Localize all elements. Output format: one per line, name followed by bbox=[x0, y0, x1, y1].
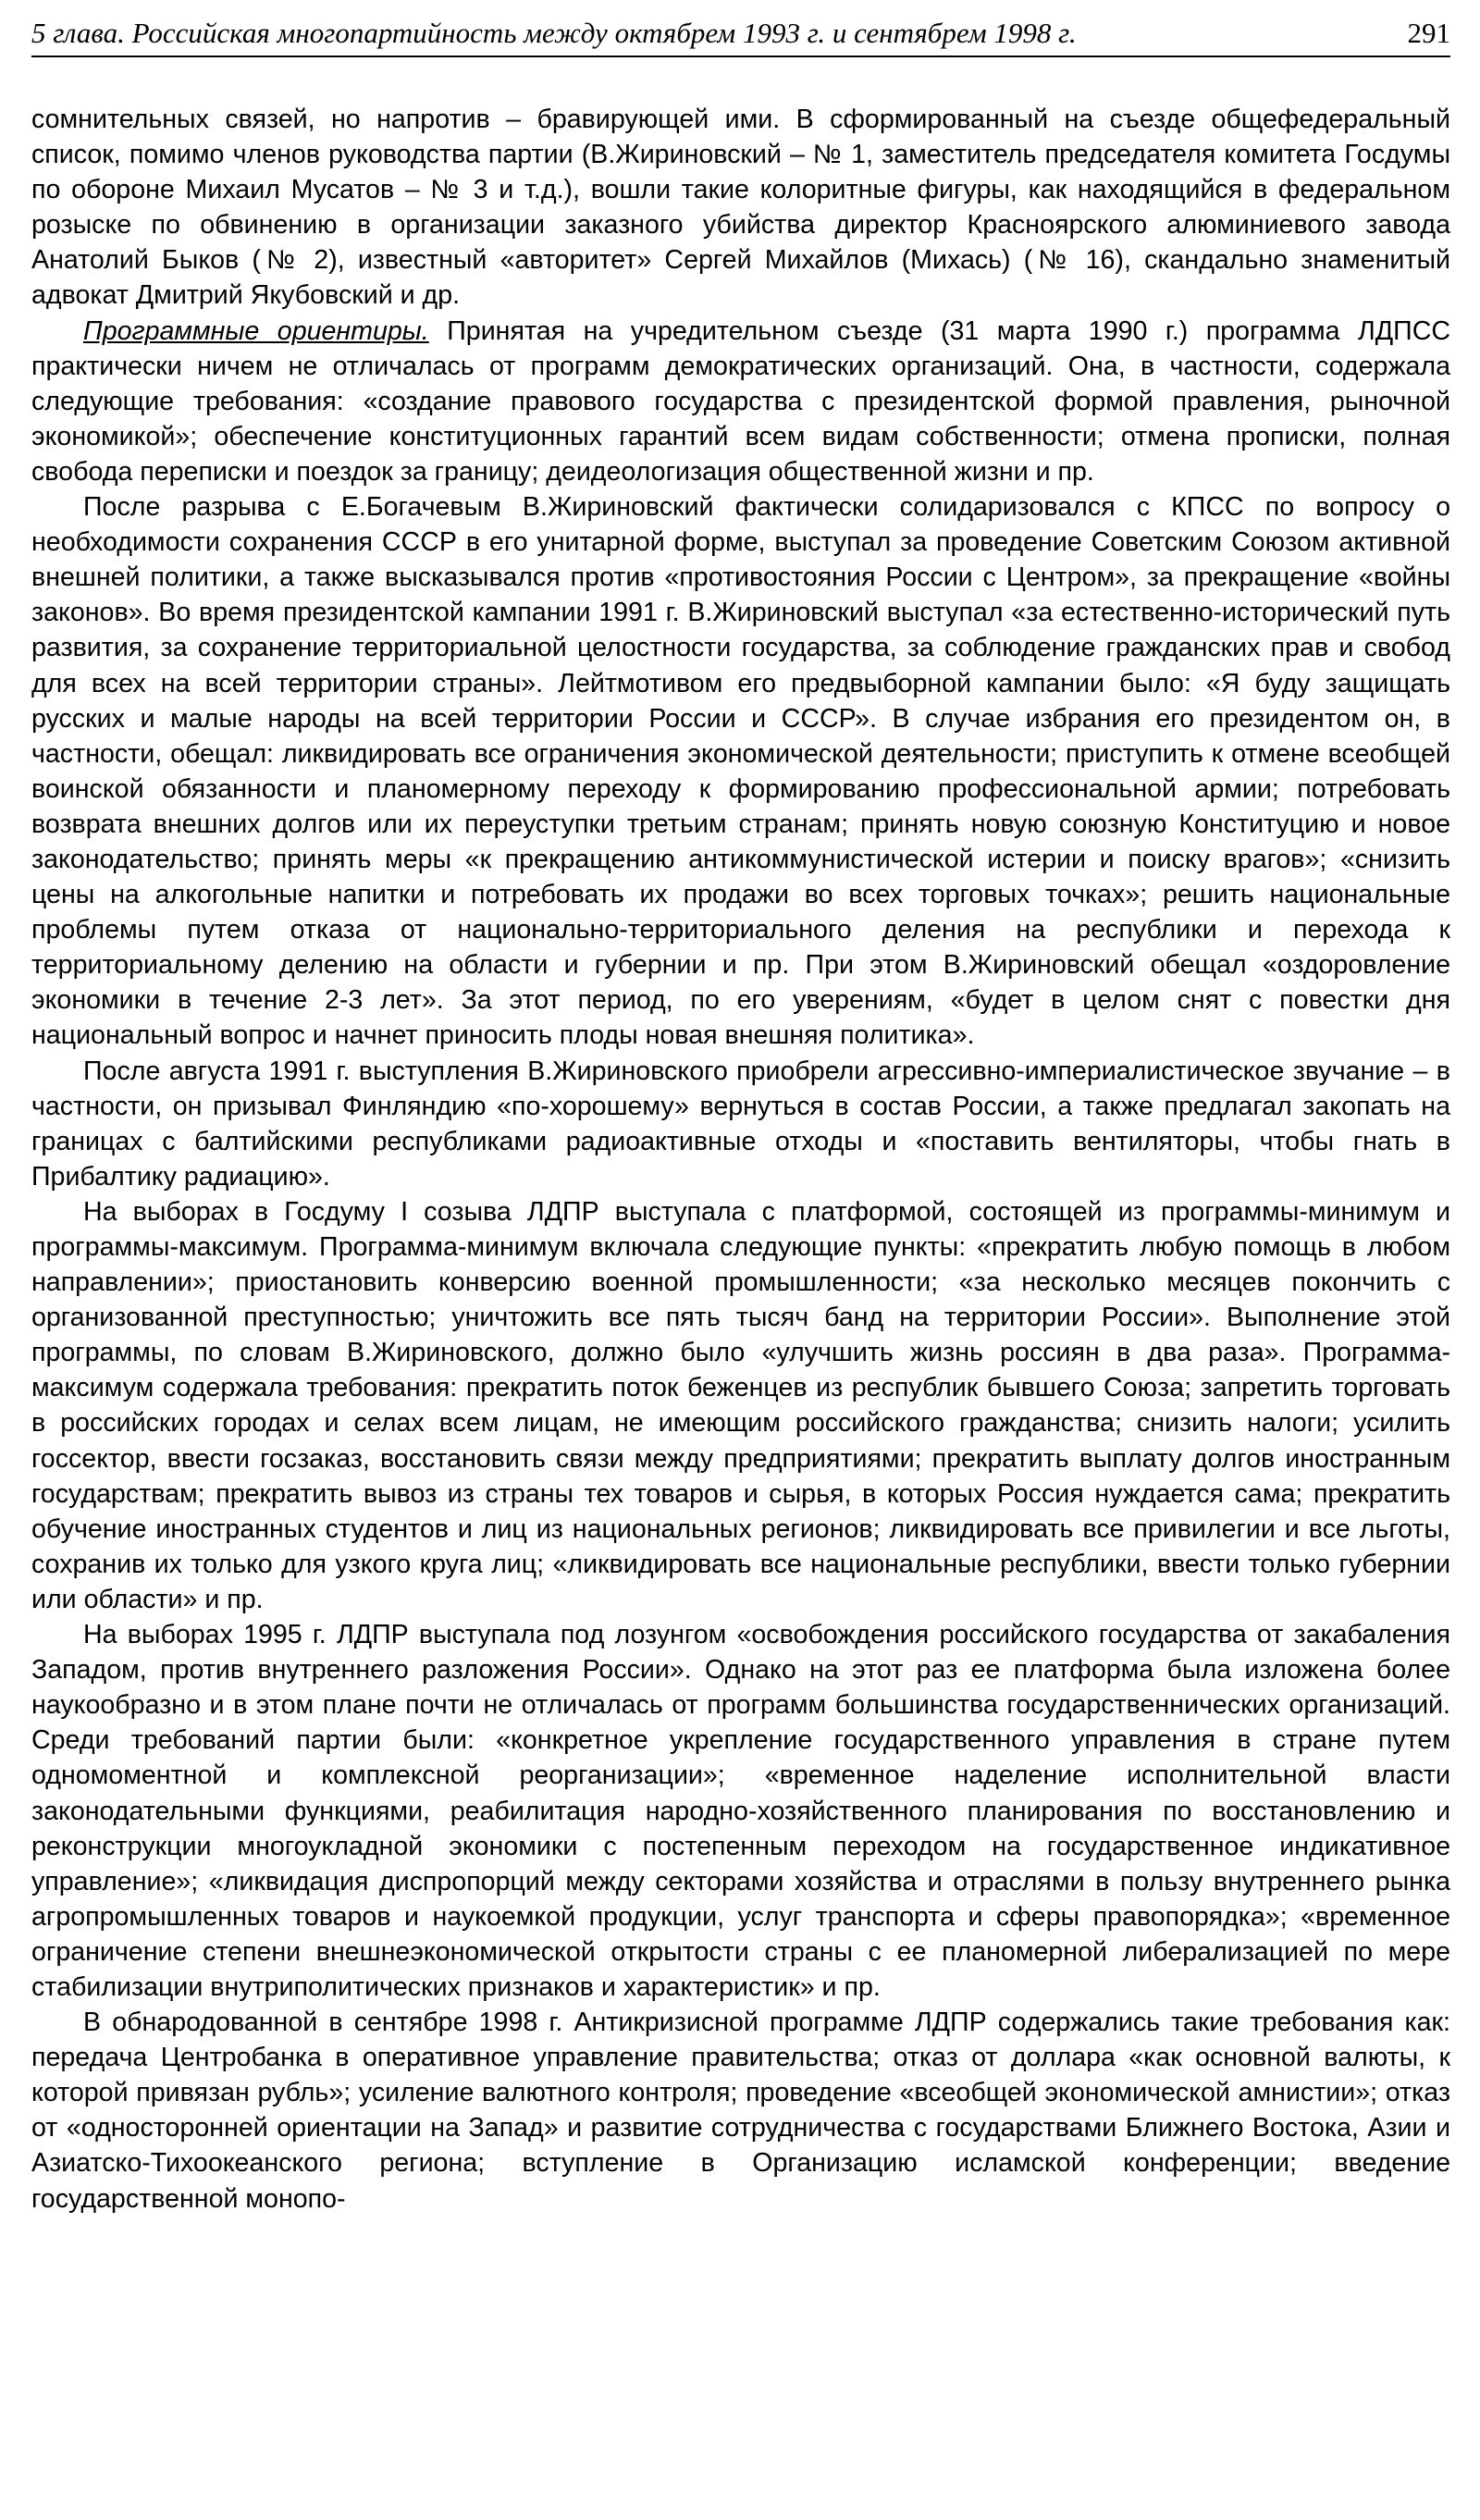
paragraph bbox=[31, 1617, 1450, 2005]
section-lead-in: Программные ориентиры. bbox=[83, 315, 429, 346]
page-number: 291 bbox=[1407, 17, 1450, 49]
paragraph-text: На выборах в Госдуму I созыва ЛДПР выступала с платформой, состоящей из программы-минимум и программы-максимум. Программа-минимум включала следующие пункты: «прекратить любую помощь в любом направлении»; приостановить конверсию военной промышленности; «за несколько месяцев покончить с организованной преступностью; уничтожить все пять тысяч банд на территории России». Выполнение этой программы, по словам В.Жириновского, должно было «улучшить жизнь россиян в два раза». Программа-максимум содержала требования: прекратить поток беженцев из республик бывшего Союза; запретить торговать в российских городах и селах всем лицам, не имеющим российского гражданства; снизить налоги; усилить госсектор, ввести госзаказ, восстановить связи между предприятиями; прекратить выплату долгов иностранным государствам; прекратить вывоз из страны тех товаров и сырья, в которых Россия нуждается сама; прекратить обучение иностранных студентов и лиц из национальных регионов; ликвидировать все привилегии и все льготы, сохранив их только для узкого круга лиц; «ликвидировать все национальные республики, ввести только губернии или области» и пр. bbox=[31, 1196, 1450, 1614]
chapter-title: 5 глава. Российская многопартийность между октябрем 1993 г. и сентябрем 1998 г. bbox=[31, 17, 1077, 49]
paragraph bbox=[31, 102, 1450, 314]
paragraph-text: сомнительных связей, но напротив – бравирующей ими. В сформированный на съезде общефедеральный список, помимо членов руководства партии (В.Жириновский – № 1, заместитель председателя комитета Госдумы по обороне Михаил Мусатов – № 3 и т.д.), вошли такие колоритные фигуры, как находящийся в федеральном розыске по обвинению в организации заказного убийства директор Красноярского алюминиевого завода Анатолий Быков (№ 2), известный «авторитет» Сергей Михайлов (Михась) (№ 16), скандально знаменитый адвокат Дмитрий Якубовский и др. bbox=[31, 105, 1450, 311]
paragraph bbox=[31, 1054, 1450, 1194]
paragraph-text: Принятая на учредительном съезде (31 марта 1990 г.) программа ЛДПСС практически ничем не отличалась от программ демократических организаций. Она, в частности, содержала следующие требования: «создание правового государства с президентской формой правления, рыночной экономикой»; обеспечение конституционных гарантий всем видам собственности; отмена прописки, полная свобода переписки и поездок за границу; деидеологизация общественной жизни и пр. bbox=[31, 315, 1450, 487]
paragraph-text: В обнародованной в сентябре 1998 г. Антикризисной программе ЛДПР содержались такие требования как: передача Центробанка в оперативное управление правительства; отказ от доллара «как основной валюты, к которой привязан рубль»; усиление валютного контроля; проведение «всеобщей экономической амнистии»; отказ от «односторонней ориентации на Запад» и развитие сотрудничества с государствами Ближнего Востока, Азии и Азиатско-Тихоокеанского региона; вступление в Организацию исламской конференции; введение государственной монопо- bbox=[31, 2007, 1450, 2214]
paragraph-text: После августа 1991 г. выступления В.Жириновского приобрели агрессивно-империалистическое звучание – в частности, он призывал Финляндию «по-хорошему» вернуться в состав России, а также предлагал закопать на границах с балтийскими республиками радиоактивные отходы и «поставить вентиляторы, чтобы гнать в Прибалтику радиацию». bbox=[31, 1056, 1450, 1192]
paragraph bbox=[31, 1194, 1450, 1617]
paragraph-text: На выборах 1995 г. ЛДПР выступала под лозунгом «освобождения российского государства от закабаления Западом, против внутреннего разложения России». Однако на этот раз ее платформа была изложена более наукообразно и в этом плане почти не отличалась от программ большинства государственнических организаций. Среди требований партии были: «конкретное укрепление государственного управления в стране путем одномоментной и комплексной реорганизации»; «временное наделение исполнительной власти законодательными функциями, реабилитация народно-хозяйственного планирования по восстановлению и реконструкции многоукладной экономики с постепенным переходом на государственное индикативное управление»; «ликвидация диспропорций между секторами хозяйства и отраслями в пользу внутреннего рынка агропромышленных товаров и наукоемкой продукции, услуг транспорта и сферы правопорядка»; «временное ограничение степени внешнеэкономической открытости страны с ее планомерной либерализацией по мере стабилизации внутриполитических признаков и характеристик» и пр. bbox=[31, 1620, 1450, 2002]
paragraph bbox=[31, 2005, 1450, 2217]
body-text bbox=[31, 102, 1450, 2217]
paragraph bbox=[31, 489, 1450, 1054]
running-header bbox=[31, 6, 1450, 57]
paragraph-text: После разрыва с Е.Богачевым В.Жириновский фактически солидаризовался с КПСС по вопросу о необходимости сохранения СССР в его унитарной форме, выступал за проведение Советским Союзом активной внешней политики, а также высказывался против «противостояния России с Центром», за прекращение «войны законов». Во время президентской кампании 1991 г. В.Жириновский выступал «за естественно-исторический путь развития, за сохранение территориальной целостности государства, за соблюдение гражданских прав и свобод для всех на всей территории страны». Лейтмотивом его предвыборной кампании было: «Я буду защищать русских и малые народы на всей территории России и СССР». В случае избрания его президентом он, в частности, обещал: ликвидировать все ограничения экономической деятельности; приступить к отмене всеобщей воинской обязанности и планомерному переходу к формированию профессиональной армии; потребовать возврата внешних долгов или их переуступки третьим странам; принять новую союзную Конституцию и новое законодательство; принять меры «к прекращению антикоммунистической истерии и поиску врагов»; «снизить цены на алкогольные напитки и потребовать их продажи во всех торговых точках»; решить национальные проблемы путем отказа от национально-территориального деления на республики и перехода к территориальному делению на области и губернии и пр. При этом В.Жириновский обещал «оздоровление экономики в течение 2-3 лет». За этот период, по его уверениям, «будет в целом снят с повестки дня национальный вопрос и начнет приносить плоды новая внешняя политика». bbox=[31, 492, 1450, 1051]
paragraph bbox=[31, 314, 1450, 489]
